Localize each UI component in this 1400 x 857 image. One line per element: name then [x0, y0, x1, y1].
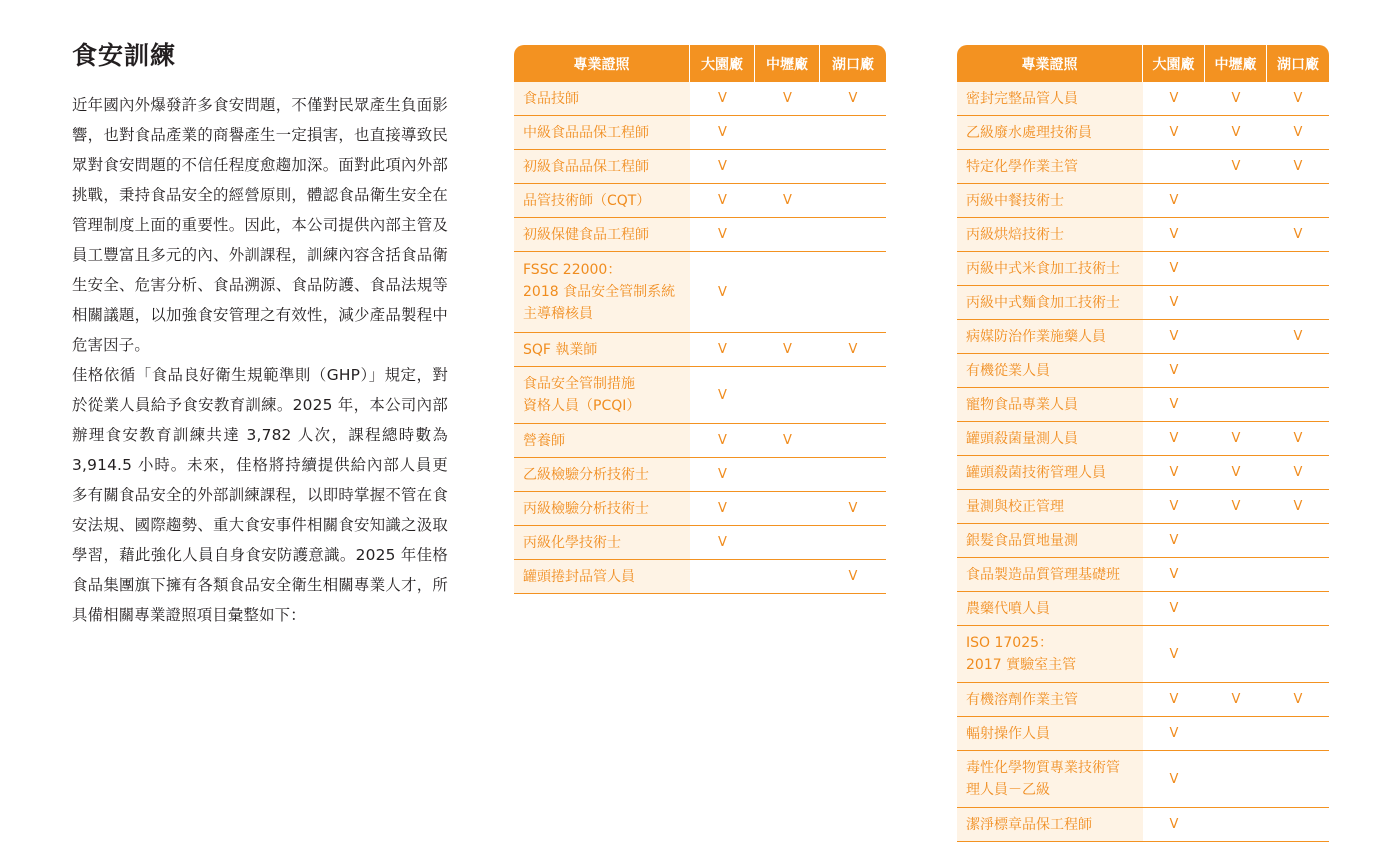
header-certification: 專業證照 — [957, 45, 1143, 82]
plant-check-cell: V — [820, 82, 886, 116]
plant-check-cell: V — [1143, 808, 1205, 842]
certification-name-line: 食品安全管制措施 — [523, 376, 635, 392]
certification-name — [957, 116, 1143, 150]
certification-name-line: 丙級中式麵食加工技術士 — [966, 294, 1120, 311]
plant-check-cell: V — [1143, 558, 1205, 592]
plant-check-cell: V — [1205, 82, 1267, 116]
table-row — [957, 717, 1329, 751]
plant-check-cell — [1267, 524, 1329, 558]
certification-name-line: 輻射操作人員 — [966, 725, 1050, 742]
certification-name — [514, 333, 690, 367]
certification-name — [957, 626, 1143, 683]
certification-name-line: SQF 執業師 — [523, 341, 598, 358]
certification-name-line: FSSC 22000： — [523, 262, 622, 278]
table-row — [514, 82, 886, 116]
certification-name — [514, 526, 690, 560]
plant-check-cell: V — [1205, 490, 1267, 524]
plant-check-cell — [1143, 150, 1205, 184]
certification-name-line: ISO 17025： — [966, 635, 1054, 651]
header-hukou-plant: 湖口廠 — [820, 45, 886, 82]
plant-check-cell — [755, 252, 820, 333]
plant-check-cell: V — [690, 184, 755, 218]
plant-check-cell: V — [1143, 252, 1205, 286]
certification-name — [957, 683, 1143, 717]
certification-name — [957, 82, 1143, 116]
certification-name-line: 食品技師 — [523, 90, 579, 107]
plant-check-cell — [1205, 218, 1267, 252]
plant-check-cell: V — [1267, 320, 1329, 354]
plant-check-cell — [1267, 184, 1329, 218]
table-row — [957, 456, 1329, 490]
certification-name — [957, 592, 1143, 626]
certification-name-line: 特定化學作業主管 — [966, 158, 1078, 175]
certification-name-line: 罐頭捲封品管人員 — [523, 568, 635, 585]
plant-check-cell: V — [1143, 116, 1205, 150]
plant-check-cell: V — [1143, 524, 1205, 558]
table-row — [957, 626, 1329, 683]
plant-check-cell: V — [1267, 456, 1329, 490]
plant-check-cell: V — [1267, 422, 1329, 456]
table-row — [957, 320, 1329, 354]
plant-check-cell: V — [755, 424, 820, 458]
plant-check-cell — [1205, 751, 1267, 808]
certification-name — [514, 218, 690, 252]
plant-check-cell — [1205, 354, 1267, 388]
plant-check-cell — [820, 184, 886, 218]
certification-name — [957, 422, 1143, 456]
plant-check-cell — [1267, 717, 1329, 751]
plant-check-cell — [1205, 524, 1267, 558]
plant-check-cell — [1205, 252, 1267, 286]
certification-name-line: 密封完整品管人員 — [966, 90, 1078, 107]
plant-check-cell — [1205, 558, 1267, 592]
table-row — [957, 354, 1329, 388]
table-row — [514, 252, 886, 333]
certification-name — [514, 82, 690, 116]
plant-check-cell: V — [1267, 116, 1329, 150]
certification-table-right — [957, 45, 1329, 842]
plant-check-cell: V — [690, 150, 755, 184]
certification-name-line: 罐頭殺菌量測人員 — [966, 430, 1078, 447]
table-body-left — [514, 82, 886, 594]
certification-name-line: 2017 實驗室主管 — [966, 657, 1077, 673]
table-row — [514, 458, 886, 492]
plant-check-cell: V — [690, 526, 755, 560]
plant-check-cell: V — [1205, 116, 1267, 150]
certification-name-line: 罐頭殺菌技術管理人員 — [966, 464, 1106, 481]
plant-check-cell: V — [1143, 751, 1205, 808]
plant-check-cell — [1267, 354, 1329, 388]
plant-check-cell: V — [820, 560, 886, 594]
plant-check-cell — [1205, 808, 1267, 842]
plant-check-cell: V — [1143, 490, 1205, 524]
certification-name-line: 初級食品品保工程師 — [523, 158, 649, 175]
plant-check-cell — [755, 458, 820, 492]
table-row — [957, 422, 1329, 456]
table-row — [957, 286, 1329, 320]
plant-check-cell: V — [690, 252, 755, 333]
plant-check-cell — [1267, 388, 1329, 422]
plant-check-cell: V — [690, 458, 755, 492]
intro-paragraph-1: 近年國內外爆發許多食安問題，不僅對民眾產生負面影響，也對食品產業的商譽產生一定損害，也直接導致民眾對食安問題的不信任程度愈趨加深。面對此項內外部挑戰，秉持食品安全的經營原則，體認食品衛生安全在管理制度上面的重要性。因此，本公司提供內部主管及員工豐富且多元的內、外訓課程，訓練內容含括食品衛生安全、危害分析、食品溯源、食品防護、食品法規等相關議題，以加強食安管理之有效性，減少產品製程中危害因子。 — [72, 96, 448, 354]
plant-check-cell: V — [1205, 150, 1267, 184]
plant-check-cell: V — [690, 218, 755, 252]
certification-name — [957, 456, 1143, 490]
plant-check-cell — [1267, 626, 1329, 683]
plant-check-cell: V — [1205, 422, 1267, 456]
plant-check-cell — [1205, 717, 1267, 751]
plant-check-cell — [1205, 320, 1267, 354]
plant-check-cell: V — [755, 82, 820, 116]
table-row — [957, 150, 1329, 184]
table-row — [957, 184, 1329, 218]
certification-name — [957, 558, 1143, 592]
plant-check-cell: V — [690, 82, 755, 116]
table-row — [514, 116, 886, 150]
table-row — [514, 526, 886, 560]
table-row — [514, 150, 886, 184]
certification-name-line: 營養師 — [523, 432, 565, 449]
certification-name-line: 農藥代噴人員 — [966, 600, 1050, 617]
plant-check-cell — [1205, 626, 1267, 683]
plant-check-cell: V — [820, 492, 886, 526]
plant-check-cell — [820, 116, 886, 150]
certification-name — [514, 492, 690, 526]
table-header-row — [957, 45, 1329, 82]
certification-name — [957, 490, 1143, 524]
table-row — [957, 490, 1329, 524]
plant-check-cell — [820, 526, 886, 560]
table-row — [957, 592, 1329, 626]
certification-name — [957, 751, 1143, 808]
certification-name — [514, 458, 690, 492]
plant-check-cell: V — [1143, 184, 1205, 218]
plant-check-cell: V — [1143, 717, 1205, 751]
table-row — [514, 492, 886, 526]
plant-check-cell — [1205, 286, 1267, 320]
plant-check-cell: V — [1267, 218, 1329, 252]
certification-name — [514, 252, 690, 333]
header-certification: 專業證照 — [514, 45, 690, 82]
plant-check-cell: V — [755, 333, 820, 367]
table-row — [514, 424, 886, 458]
header-zhongli-plant: 中壢廠 — [755, 45, 820, 82]
header-zhongli-plant: 中壢廠 — [1205, 45, 1267, 82]
plant-check-cell — [1267, 751, 1329, 808]
table-row — [957, 808, 1329, 842]
plant-check-cell: V — [690, 492, 755, 526]
certification-name — [957, 320, 1143, 354]
table-row — [957, 252, 1329, 286]
plant-check-cell — [755, 116, 820, 150]
certification-name-line: 主導稽核員 — [523, 306, 593, 322]
certification-name-line: 毒性化學物質專業技術管 — [966, 760, 1120, 776]
table-row — [957, 388, 1329, 422]
plant-check-cell — [820, 150, 886, 184]
certification-name — [514, 424, 690, 458]
certification-name-line: 2018 食品安全管制系統 — [523, 284, 676, 300]
table-row — [957, 558, 1329, 592]
certification-name-line: 有機從業人員 — [966, 362, 1050, 379]
certification-name-line: 資格人員（PCQI） — [523, 398, 641, 414]
header-hukou-plant: 湖口廠 — [1267, 45, 1329, 82]
table-body-right — [957, 82, 1329, 842]
certification-name — [514, 150, 690, 184]
certification-name — [957, 252, 1143, 286]
plant-check-cell: V — [690, 116, 755, 150]
certification-name-line: 病媒防治作業施藥人員 — [966, 328, 1106, 345]
table-row — [957, 524, 1329, 558]
plant-check-cell — [755, 492, 820, 526]
certification-name-line: 初級保健食品工程師 — [523, 226, 649, 243]
plant-check-cell — [1205, 592, 1267, 626]
plant-check-cell — [1267, 558, 1329, 592]
plant-check-cell: V — [820, 333, 886, 367]
plant-check-cell — [1267, 808, 1329, 842]
table-row — [514, 333, 886, 367]
plant-check-cell — [820, 218, 886, 252]
plant-check-cell: V — [755, 184, 820, 218]
certification-name — [957, 184, 1143, 218]
certification-name — [957, 218, 1143, 252]
table-row — [957, 116, 1329, 150]
table-row — [957, 218, 1329, 252]
certification-name-line: 品管技術師（CQT） — [523, 192, 651, 209]
plant-check-cell: V — [1143, 626, 1205, 683]
certification-table-left — [514, 45, 886, 594]
plant-check-cell — [820, 424, 886, 458]
table-row — [957, 751, 1329, 808]
certification-name — [514, 184, 690, 218]
plant-check-cell: V — [1143, 388, 1205, 422]
certification-name — [957, 150, 1143, 184]
header-dayuan-plant: 大園廠 — [1143, 45, 1205, 82]
header-dayuan-plant: 大園廠 — [690, 45, 755, 82]
plant-check-cell — [1205, 184, 1267, 218]
table-row — [514, 560, 886, 594]
plant-check-cell — [1267, 286, 1329, 320]
certification-name — [957, 354, 1143, 388]
plant-check-cell — [1267, 252, 1329, 286]
table-row — [957, 82, 1329, 116]
table-row — [514, 184, 886, 218]
certification-name-line: 食品製造品質管理基礎班 — [966, 566, 1120, 583]
certification-name-line: 量測與校正管理 — [966, 498, 1064, 515]
plant-check-cell: V — [1205, 456, 1267, 490]
plant-check-cell — [690, 560, 755, 594]
plant-check-cell: V — [1267, 82, 1329, 116]
intro-paragraph-2: 佳格依循「食品良好衛生規範準則（GHP）」規定，對於從業人員給予食安教育訓練。2025 年，本公司內部辦理食安教育訓練共達 3,782 人次，課程總時數為 3,914.5 小時。未來，佳格將持續提供給內部人員更多有關食品安全的外部訓練課程，以即時掌握不管在食安法規、國際趨勢、重大食安事件相關食安知識之汲取學習，藉此強化人員自身食安防護意識。2025 年佳格食品集團旗下擁有各類食品安全衛生相關專業人才，所具備相關專業證照項目彙整如下： — [72, 366, 448, 624]
table-row — [514, 367, 886, 424]
certification-name-line: 丙級檢驗分析技術士 — [523, 500, 649, 517]
certification-name-line: 乙級檢驗分析技術士 — [523, 466, 649, 483]
certification-name-line: 乙級廢水處理技術員 — [966, 124, 1092, 141]
certification-name-line: 丙級烘焙技術士 — [966, 226, 1064, 243]
plant-check-cell — [820, 458, 886, 492]
plant-check-cell: V — [1143, 354, 1205, 388]
certification-name-line: 丙級化學技術士 — [523, 534, 621, 551]
plant-check-cell: V — [1143, 592, 1205, 626]
plant-check-cell: V — [1143, 286, 1205, 320]
plant-check-cell: V — [1143, 456, 1205, 490]
plant-check-cell: V — [690, 424, 755, 458]
plant-check-cell — [755, 218, 820, 252]
plant-check-cell: V — [1205, 683, 1267, 717]
plant-check-cell: V — [1143, 320, 1205, 354]
plant-check-cell: V — [1267, 490, 1329, 524]
certification-name — [957, 388, 1143, 422]
plant-check-cell — [820, 252, 886, 333]
certification-name-line: 丙級中餐技術士 — [966, 192, 1064, 209]
plant-check-cell — [1205, 388, 1267, 422]
plant-check-cell — [820, 367, 886, 424]
plant-check-cell: V — [1143, 218, 1205, 252]
plant-check-cell — [755, 526, 820, 560]
certification-name-line: 寵物食品專業人員 — [966, 396, 1078, 413]
certification-name-line: 理人員－乙級 — [966, 782, 1050, 798]
section-title: 食安訓練 — [72, 41, 177, 70]
certification-name-line: 有機溶劑作業主管 — [966, 691, 1078, 708]
plant-check-cell — [755, 560, 820, 594]
certification-name-line: 潔淨標章品保工程師 — [966, 816, 1092, 833]
certification-name-line: 丙級中式米食加工技術士 — [966, 260, 1120, 277]
certification-name — [957, 717, 1143, 751]
certification-name — [514, 367, 690, 424]
certification-name — [514, 560, 690, 594]
table-row — [957, 683, 1329, 717]
plant-check-cell — [755, 367, 820, 424]
plant-check-cell: V — [1143, 422, 1205, 456]
plant-check-cell — [1267, 592, 1329, 626]
certification-name-line: 中級食品品保工程師 — [523, 124, 649, 141]
table-row — [514, 218, 886, 252]
certification-name — [957, 808, 1143, 842]
plant-check-cell: V — [1143, 683, 1205, 717]
plant-check-cell: V — [1267, 150, 1329, 184]
table-header-row — [514, 45, 886, 82]
plant-check-cell: V — [1267, 683, 1329, 717]
plant-check-cell: V — [1143, 82, 1205, 116]
certification-name — [514, 116, 690, 150]
plant-check-cell: V — [690, 333, 755, 367]
intro-section — [72, 40, 448, 630]
certification-name-line: 銀髮食品質地量測 — [966, 532, 1078, 549]
certification-name — [957, 524, 1143, 558]
certification-name — [957, 286, 1143, 320]
plant-check-cell — [755, 150, 820, 184]
plant-check-cell: V — [690, 367, 755, 424]
